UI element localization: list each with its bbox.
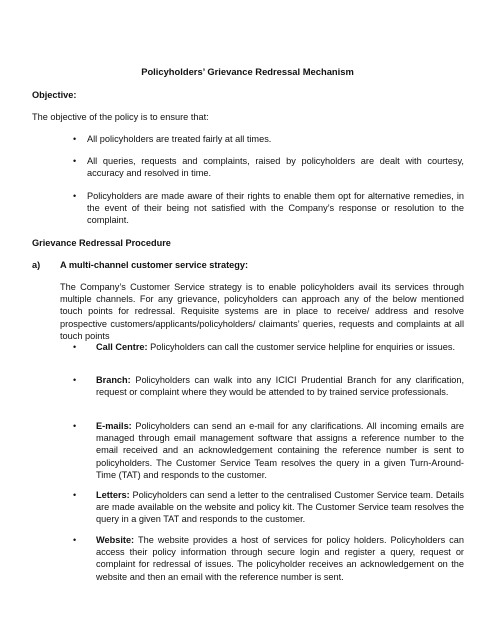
channel-label: Letters: (96, 490, 130, 500)
objective-intro: The objective of the policy is to ensure that: (32, 112, 209, 122)
bullet-icon: • (73, 535, 77, 545)
channel-label: Website: (96, 535, 135, 545)
document-title: Policyholders’ Grievance Redressal Mechanism (141, 66, 354, 77)
objective-heading: Objective: (32, 90, 77, 100)
bullet-icon: • (73, 134, 77, 144)
channel-text: Policyholders can send a letter to the centralised Customer Service team. Details are made available on the website and policy kit. The Customer Service team resolves the query in a given TAT and responds to the customer. (96, 490, 464, 525)
channel-label: Call Centre: (96, 342, 148, 352)
subsection-heading: A multi-channel customer service strategy: (60, 260, 249, 270)
bullet-icon: • (73, 191, 77, 201)
bullet-icon: • (73, 156, 77, 166)
subsection-marker: a) (32, 260, 41, 270)
bullet-icon: • (73, 490, 77, 500)
channel-text: Policyholders can send an e-mail for any clarifications. All incoming emails are managed through email management software that assigns a reference number to the email received and an acknowledgement containing the reference number is sent to policyholders. The Customer Service Team resolves the query in a given Turn-Around-Time (TAT) and responds to the customer. (96, 421, 464, 480)
bullet-icon: • (73, 421, 77, 431)
channel-text: The website provides a host of services for policy holders. Policyholders can access their policy information through secure login and register a query, request or complaint for redressal of issues. The policyholder receives an acknowledgement on the website and then an email with the reference number is sent. (96, 535, 464, 582)
channel-item-emails (96, 420, 464, 481)
objective-bullet: All policyholders are treated fairly at all times. (87, 134, 272, 144)
objective-bullet: All queries, requests and complaints, raised by policyholders are dealt with courtesy, accuracy and resolved in time. (87, 156, 464, 179)
bullet-icon: • (73, 375, 77, 385)
channel-item-branch (96, 374, 464, 398)
bullet-icon: • (73, 342, 77, 352)
procedure-heading: Grievance Redressal Procedure (32, 238, 171, 248)
channel-item-call-centre (96, 341, 464, 353)
channel-text: Policyholders can walk into any ICICI Prudential Branch for any clarification, request or complaint where they would be attended to by trained service professionals. (96, 375, 465, 398)
objective-bullet: Policyholders are made aware of their rights to enable them opt for alternative remedies, in the event of their being not satisfied with the Company’s response or resolution to the complaint. (87, 191, 464, 226)
channel-text: Policyholders can call the customer service helpline for enquiries or issues. (150, 342, 456, 352)
channel-item-website (96, 534, 464, 583)
subsection-intro: The Company’s Customer Service strategy is to enable policyholders avail its services through multiple channels. For any grievance, policyholders can approach any of the below mentioned touch points for redressal. Requisite systems are in place to receive/ address and resolve prospective customers/applicants/policyholders/ claimants’ queries, requests and complaints at all touch points (60, 282, 464, 341)
channel-label: Branch: (96, 375, 131, 385)
channel-item-letters (96, 489, 464, 526)
channel-label: E-mails: (96, 421, 132, 431)
